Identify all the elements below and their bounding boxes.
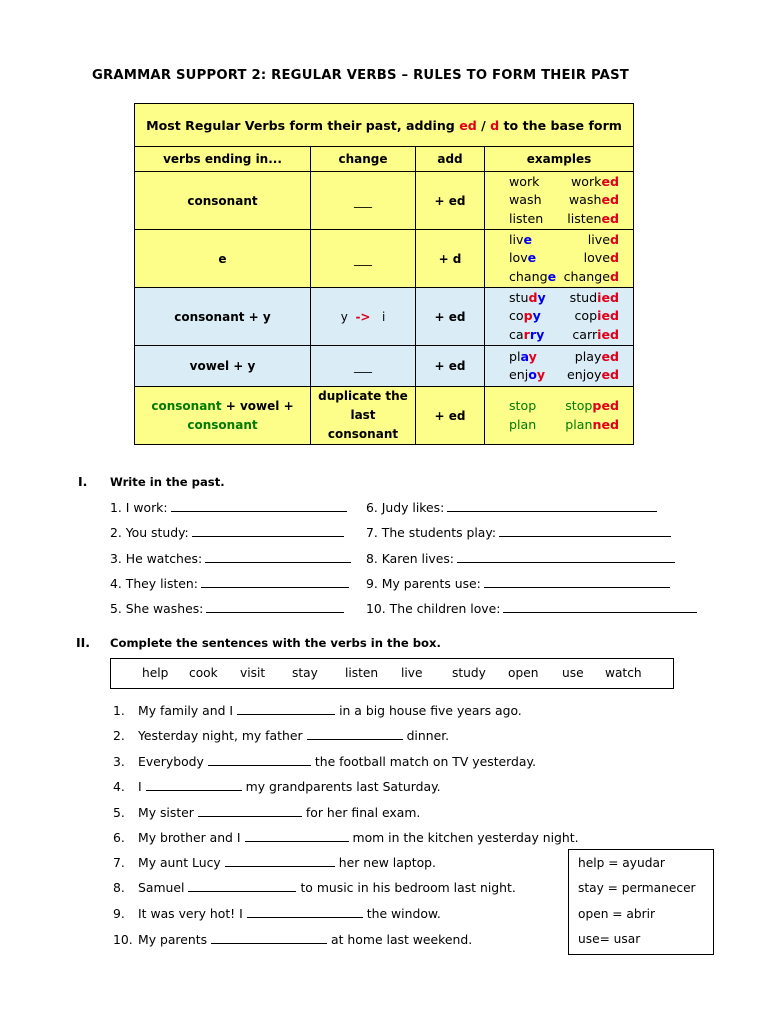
answer-blank[interactable] [188, 880, 296, 892]
answer-blank[interactable] [447, 500, 657, 512]
answer-blank[interactable] [206, 601, 344, 613]
exercise1-item: 7. The students play: [366, 525, 671, 540]
answer-blank[interactable] [225, 855, 335, 867]
answer-blank[interactable] [307, 728, 403, 740]
examples-e: live lived love loved change changed [485, 230, 634, 288]
exercise1-item: 1. I work: [110, 500, 347, 515]
row-consonant: consonant ___ + ed work worked wash washed listen listened [135, 172, 634, 230]
section1-instruction: Write in the past. [110, 475, 225, 489]
section1-number: I. [78, 474, 88, 489]
answer-blank[interactable] [171, 500, 347, 512]
answer-blank[interactable] [146, 779, 242, 791]
exercise1-item: 9. My parents use: [366, 576, 670, 591]
rules-table [134, 103, 634, 445]
word-box-item: study [452, 666, 486, 680]
answer-blank[interactable] [237, 703, 335, 715]
answer-blank[interactable] [457, 551, 675, 563]
word-box-item: cook [189, 666, 218, 680]
glossary-item: help = ayudar [578, 856, 665, 870]
section2-instruction: Complete the sentences with the verbs in the box. [110, 636, 441, 650]
exercise1-item: 6. Judy likes: [366, 500, 657, 515]
word-box-item: use [562, 666, 584, 680]
col-examples: examples [485, 147, 634, 172]
word-box-item: listen [345, 666, 379, 680]
row-vowel-y: vowel + y ___ + ed play played enjoy enjoyed [135, 346, 634, 387]
answer-blank[interactable] [211, 932, 327, 944]
sentence-item: 3. Everybody the football match on TV yesterday. [113, 754, 537, 769]
glossary-item: use= usar [578, 932, 641, 946]
col-add: add [416, 147, 485, 172]
word-box-item: watch [605, 666, 642, 680]
section2-number: II. [76, 635, 91, 650]
answer-blank[interactable] [499, 525, 671, 537]
row-e: e ___ + d live lived love loved change changed [135, 230, 634, 288]
word-box-item: visit [240, 666, 266, 680]
exercise1-item: 4. They listen: [110, 576, 349, 591]
answer-blank[interactable] [192, 525, 344, 537]
sentence-item: 5. My sister for her final exam. [113, 805, 421, 820]
table-header: Most Regular Verbs form their past, adding ed / d to the base form [135, 104, 634, 147]
sentence-item: 4. I my grandparents last Saturday. [113, 779, 441, 794]
answer-blank[interactable] [198, 805, 302, 817]
col-change: change [311, 147, 416, 172]
answer-blank[interactable] [201, 576, 349, 588]
answer-blank[interactable] [247, 906, 363, 918]
exercise1-item: 3. He watches: [110, 551, 351, 566]
sentence-item: 9. It was very hot! I the window. [113, 906, 441, 921]
examples-cvc: stop stopped plan planned [485, 387, 634, 445]
glossary-item: stay = permanecer [578, 881, 696, 895]
answer-blank[interactable] [484, 576, 670, 588]
sentence-item: 10. My parents at home last weekend. [113, 932, 473, 947]
glossary-item: open = abrir [578, 907, 655, 921]
word-box [110, 658, 674, 689]
answer-blank[interactable] [208, 754, 311, 766]
exercise1-item: 5. She washes: [110, 601, 344, 616]
word-box-item: open [508, 666, 539, 680]
table-header-row [135, 104, 634, 147]
sentence-item: 6. My brother and I mom in the kitchen yesterday night. [113, 830, 579, 845]
row-consonant-y: consonant + y y -> i + ed study studied copy copied carry carried [135, 288, 634, 346]
exercise1-item: 2. You study: [110, 525, 344, 540]
sentence-item: 1. My family and I in a big house five years ago. [113, 703, 522, 718]
row-cvc: consonant + vowel + consonant duplicate the last consonant + ed stop stopped plan planned [135, 387, 634, 445]
page-title: GRAMMAR SUPPORT 2: REGULAR VERBS – RULES TO FORM THEIR PAST [92, 68, 629, 83]
exercise1-item: 10. The children love: [366, 601, 697, 616]
word-box-item: stay [292, 666, 318, 680]
exercise1-item: 8. Karen lives: [366, 551, 675, 566]
sentence-item: 8. Samuel to music in his bedroom last night. [113, 880, 516, 895]
sentence-item: 2. Yesterday night, my father dinner. [113, 728, 450, 743]
answer-blank[interactable] [503, 601, 697, 613]
word-box-item: help [142, 666, 169, 680]
word-box-item: live [401, 666, 423, 680]
column-headers [135, 147, 634, 172]
examples-consonant-y: study studied copy copied carry carried [485, 288, 634, 346]
sentence-item: 7. My aunt Lucy her new laptop. [113, 855, 436, 870]
change-y-to-i: y -> i [311, 288, 416, 346]
examples-vowel-y: play played enjoy enjoyed [485, 346, 634, 387]
col-ending: verbs ending in... [135, 147, 311, 172]
examples-consonant: work worked wash washed listen listened [485, 172, 634, 230]
answer-blank[interactable] [205, 551, 351, 563]
answer-blank[interactable] [245, 830, 349, 842]
glossary-box [568, 849, 714, 955]
